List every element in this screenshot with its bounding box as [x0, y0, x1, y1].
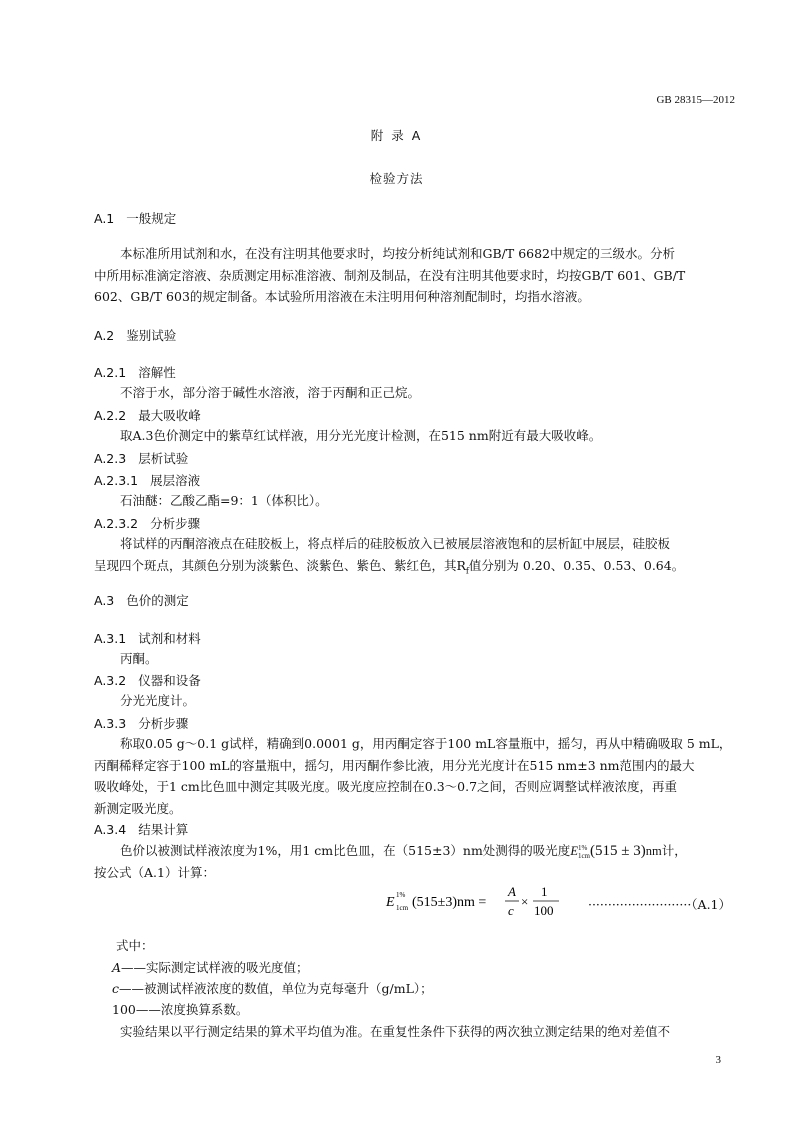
section-number: A.3.4	[94, 822, 127, 837]
paragraph-text: 色价以被测试样液浓度为1%，用1 cm比色皿，在（515±3）nm处测得的吸光度	[120, 843, 571, 858]
section-number: A.2.3.1	[94, 473, 139, 488]
section-title: 色价的测定	[126, 593, 189, 608]
paragraph-line: 本标准所用试剂和水，在没有注明其他要求时，均按分析纯试剂和GB/T 6682中规定的三级水。分析	[120, 246, 676, 261]
paragraph-text: 计，	[661, 843, 687, 858]
paragraph-last: 实验结果以平行测定结果的算术平均值为准。在重复性条件下获得的两次独立测定结果的绝对差值不	[120, 1024, 671, 1039]
paragraph-line: 吸收峰处，于1 cm比色皿中测定其吸光度。吸光度应控制在0.3～0.7之间，否则应调整试样液浓度，再重	[94, 779, 678, 794]
where-text: ——实际测定试样液的吸光度值；	[121, 960, 309, 975]
superscript-1-percent: 1%	[577, 844, 588, 853]
section-title: 试剂和材料	[138, 631, 201, 646]
section-heading-a31	[94, 629, 201, 647]
appendix-subtitle: 检验方法	[369, 171, 424, 186]
section-number: A.2.2	[94, 408, 127, 423]
paragraph-a31: 丙酮。	[120, 651, 158, 666]
section-title: 分析步骤	[150, 516, 201, 531]
section-number: A.3	[94, 593, 115, 608]
section-heading-a32	[94, 671, 201, 689]
formula-a1	[0, 882, 793, 922]
section-title: 鉴别试验	[126, 328, 177, 343]
paragraph-line: 按公式（A.1）计算：	[94, 864, 215, 880]
where-symbol: c	[112, 981, 120, 996]
where-item-a	[112, 957, 309, 978]
paragraph-line: 新测定吸光度。	[94, 800, 182, 816]
section-number: A.2.3	[94, 451, 127, 466]
section-heading-a3	[94, 591, 189, 609]
paragraph-a21: 不溶于水，部分溶于碱性水溶液，溶于丙酮和正己烷。	[120, 385, 421, 400]
where-text: ——浓度换算系数。	[135, 1002, 249, 1017]
standard-code: GB 28315—2012	[656, 94, 735, 106]
formula-sub: 1cm	[396, 904, 409, 912]
section-title: 最大吸收峰	[138, 408, 201, 423]
section-number: A.2	[94, 328, 115, 343]
paragraph-a232	[94, 533, 736, 576]
where-text: ——被测试样液浓度的数值，单位为克每毫升（g/mL）；	[119, 981, 433, 996]
section-heading-a23	[94, 449, 188, 467]
paragraph-line	[94, 840, 736, 862]
equation-number: ··························（A.1）	[587, 897, 731, 912]
formula-graphic	[384, 882, 564, 922]
page-number: 3	[715, 1054, 721, 1066]
section-number: A.1	[94, 211, 115, 226]
paragraph-a231: 石油醚：乙酸乙酯=9：1（体积比）。	[120, 493, 328, 508]
section-number: A.2.1	[94, 365, 127, 380]
section-heading-a2	[94, 326, 176, 344]
where-symbol: 100	[112, 1002, 136, 1017]
paragraph-line: 中所用标准滴定溶液、杂质测定用标准溶液、制剂及制品，在没有注明其他要求时，均按GB/T 601、GB/T	[94, 267, 686, 283]
formula-numerator-a: A	[508, 884, 516, 899]
symbol-e: E	[570, 844, 578, 858]
where-label: 式中：	[116, 938, 154, 953]
section-number: A.3.1	[94, 631, 127, 646]
section-title: 展层溶液	[150, 473, 201, 488]
section-number: A.3.3	[94, 716, 127, 731]
inline-absorbance-symbol	[570, 843, 662, 861]
formula-sup: 1%	[396, 891, 406, 899]
where-item-c	[112, 978, 433, 999]
paragraph-line	[94, 555, 736, 577]
paragraph-line: 称取0.05 g～0.1 g试样，精确到0.0001 g，用丙酮定容于100 mL容量瓶中，摇匀，再从中精确吸取 5 mL，	[120, 736, 732, 751]
formula-denominator-c: c	[508, 903, 514, 918]
section-heading-a232	[94, 514, 200, 532]
section-heading-a1	[94, 209, 176, 227]
subscript-1cm: 1cm	[577, 852, 591, 861]
section-heading-a22	[94, 406, 201, 424]
section-number: A.2.3.2	[94, 516, 139, 531]
section-title: 层析试验	[138, 451, 189, 466]
wavelength-argument: (515 ± 3)	[590, 843, 646, 859]
paragraph-line: 602、GB/T 603的规定制备。本试验所用溶液在未注明用何种溶剂配制时，均指水溶液。	[94, 289, 590, 304]
paragraph-a22: 取A.3色价测定中的紫草红试样液，用分光光度计检测，在515 nm附近有最大吸收峰。	[120, 428, 602, 443]
section-title: 分析步骤	[138, 716, 189, 731]
formula-denominator-100: 100	[534, 903, 554, 918]
section-title: 结果计算	[138, 822, 189, 837]
unit-nm: nm	[645, 844, 662, 858]
formula-numerator-1: 1	[541, 884, 548, 899]
section-number: A.3.2	[94, 673, 127, 688]
section-heading-a231	[94, 471, 200, 489]
section-title: 溶解性	[138, 365, 176, 380]
formula-times: ×	[521, 894, 529, 909]
section-heading-a21	[94, 363, 176, 381]
paragraph-a1	[94, 243, 736, 308]
where-item-100	[112, 999, 248, 1020]
formula-lhs: (515±3)nm =	[412, 895, 487, 910]
section-heading-a34	[94, 820, 188, 838]
where-symbol: A	[112, 960, 122, 975]
paragraph-a33	[94, 733, 736, 819]
paragraph-line: 丙酮稀释定容于100 mL的容量瓶中，摇匀，用丙酮作参比液，用分光光度计在515 nm±3 nm范围内的最大	[94, 757, 695, 773]
paragraph-text: 值分别为 0.20、0.35、0.53、0.64。	[468, 557, 685, 573]
appendix-title: 附 录 A	[370, 128, 423, 143]
paragraph-text: 呈现四个斑点，其颜色分别为淡紫色、淡紫色、紫色、紫红色，其R	[94, 557, 466, 573]
section-title: 一般规定	[126, 211, 177, 226]
section-heading-a33	[94, 714, 188, 732]
formula-e: E	[386, 895, 395, 910]
paragraph-a32: 分光光度计。	[120, 693, 196, 708]
subscript-f: f	[465, 566, 469, 575]
paragraph-line: 将试样的丙酮溶液点在硅胶板上，将点样后的硅胶板放入已被展层溶液饱和的层析缸中展层，硅胶板	[120, 536, 671, 551]
section-title: 仪器和设备	[138, 673, 201, 688]
paragraph-a34	[94, 840, 736, 883]
